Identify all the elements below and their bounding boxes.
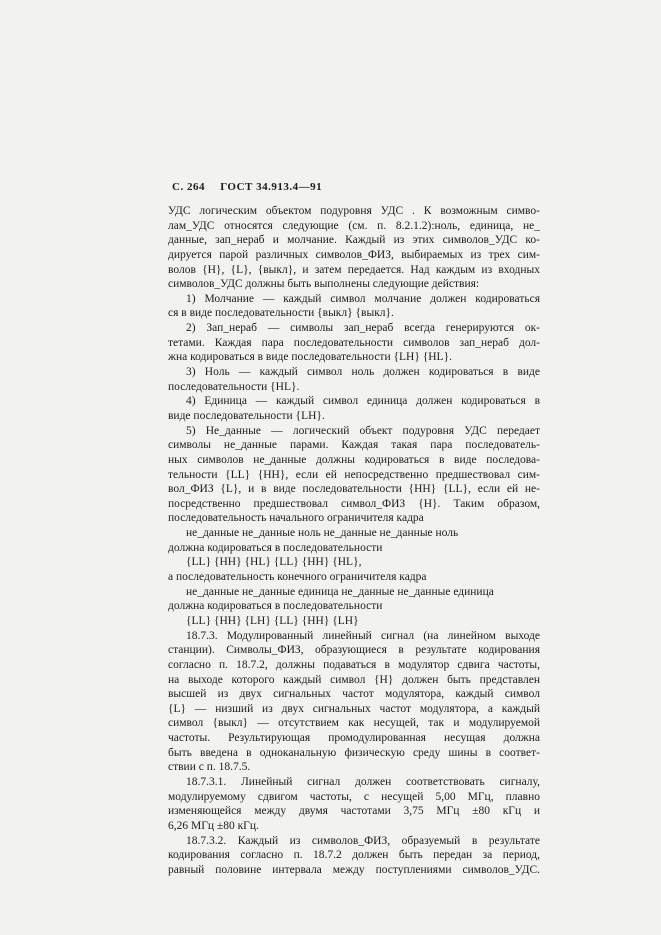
- text-line: 1) Молчание — каждый символ молчание должен кодироваться: [186, 292, 540, 305]
- text-line: 2) Зап_нераб — символы зап_нераб всегда генерируются ок-: [186, 322, 540, 335]
- text-line: высшей из двух сигнальных частот модулятора, каждый символ: [168, 688, 540, 701]
- text-line: 18.7.3.1. Линейный сигнал должен соответствовать сигналу,: [186, 775, 540, 788]
- text-line: тельности {LL} {НН}, если ей непосредственно предшествовал сим-: [168, 468, 540, 481]
- text-line: частоты. Результирующая промодулированная несущая должна: [168, 732, 540, 745]
- text-line: последовательность начального ограничителя кадра: [168, 512, 424, 525]
- text-line: {L} — низший из двух сигнальных частот модулятора, а каждый: [168, 702, 540, 715]
- text-line: {LL} {НН} {LH} {LL} {НН} {LH}: [186, 614, 359, 627]
- standard-title: ГОСТ 34.913.4—91: [220, 181, 323, 193]
- text-line: должна кодироваться в последовательности: [168, 541, 383, 554]
- text-line: тетами. Каждая пара последовательности символов зап_нераб дол-: [168, 336, 540, 349]
- text-line: согласно п. 18.7.2, должны подаваться в модулятор сдвига частоты,: [168, 658, 540, 671]
- text-line: дируется парой различных символов_ФИЗ, выбираемых из трех сим-: [168, 248, 540, 261]
- text-line: ся в виде последовательности {выкл} {выкл}.: [168, 307, 394, 320]
- text-line: волов {Н}, {L}, {выкл}, и затем передается. Над каждым из входных: [168, 263, 540, 276]
- text-line: 6,26 МГц ±80 кГц.: [168, 819, 259, 832]
- text-line: ствии с п. 18.7.5.: [168, 761, 251, 774]
- text-line: данные, зап_нераб и молчание. Каждый из этих символов_УДС ко-: [168, 234, 540, 247]
- text-line: последовательности {HL}.: [168, 380, 300, 393]
- text-line: равный половине интервала между поступлениями символов_УДС.: [168, 863, 540, 876]
- text-line: вол_ФИЗ {L}, и в виде последовательности {НН} {LL}, если ей не-: [168, 483, 540, 496]
- text-line: {LL} {НН} {HL} {LL} {НН} {HL},: [186, 556, 362, 569]
- text-line: быть введена в одноканальную физическую среду шины в соответ-: [168, 746, 540, 759]
- text-line: символы не_данные парами. Каждая такая пара последователь-: [168, 439, 540, 452]
- text-line: символов_УДС должны быть выполнены следующие действия:: [168, 278, 480, 291]
- page-header: [172, 181, 334, 193]
- text-line: кодирования согласно п. 18.7.2 должен быть передан за период,: [168, 849, 540, 862]
- text-line: на выходе которого каждый символ {Н} должен быть представлен: [168, 673, 540, 686]
- page-number: С. 264: [172, 181, 205, 193]
- text-line: ных символов не_данные должны кодироваться в виде последова-: [168, 453, 540, 466]
- text-line: жна кодироваться в виде последовательности {LH} {HL}.: [168, 351, 452, 364]
- text-line: 5) Не_данные — логический объект подуровня УДС передает: [186, 424, 540, 437]
- text-line: изменяющейся между двумя частотами 3,75 МГц ±80 кГц и: [168, 805, 540, 818]
- text-line: модулируемому сдвигом частоты, с несущей 5,00 МГц, плавно: [168, 790, 540, 803]
- text-line: не_данные не_данные ноль не_данные не_данные ноль: [186, 527, 459, 540]
- text-line: УДС логическим объектом подуровня УДС . К возможным симво-: [168, 205, 540, 217]
- text-line: должна кодироваться в последовательности: [168, 600, 383, 613]
- text-line: 4) Единица — каждый символ единица должен кодироваться в: [186, 395, 540, 408]
- text-line: 3) Ноль — каждый символ ноль должен кодироваться в виде: [186, 366, 540, 379]
- text-line: виде последовательности {LH}.: [168, 409, 325, 422]
- text-line: символ {выкл} — отсутствием как несущей, так и модулируемой: [168, 717, 540, 730]
- text-line: 18.7.3. Модулированный линейный сигнал (на линейном выходе: [186, 629, 540, 642]
- text-line: посредственно предшествовал символ_ФИЗ {Н}. Таким образом,: [168, 497, 540, 510]
- text-line: 18.7.3.2. Каждый из символов_ФИЗ, образуемый в результате: [186, 834, 540, 847]
- text-line: не_данные не_данные единица не_данные не_данные единица: [186, 585, 494, 598]
- text-line: станции). Символы_ФИЗ, образующиеся в результате кодирования: [168, 644, 540, 657]
- body-text: [168, 204, 540, 877]
- text-line: лам_УДС относятся следующие (см. п. 8.2.1.2):ноль, единица, не_: [168, 219, 540, 232]
- text-line: а последовательность конечного ограничителя кадра: [168, 571, 427, 584]
